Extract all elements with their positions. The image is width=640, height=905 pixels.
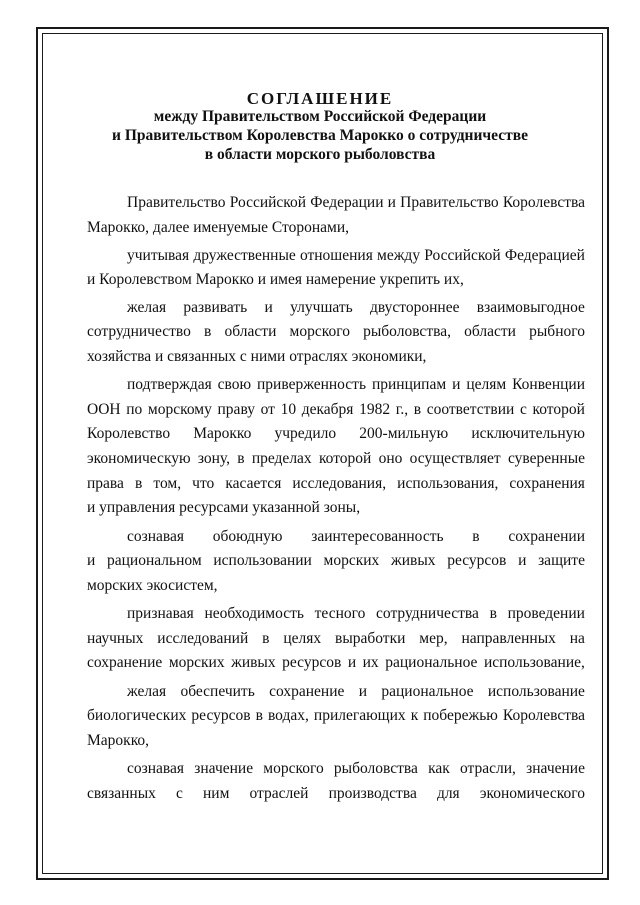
body-word: с [519,401,527,418]
body-word: 10 [280,401,297,418]
body-word: в [413,401,422,418]
body-word: Королевство [87,425,171,442]
body-word: экономическую [87,450,191,467]
body-line [127,246,585,266]
body-word: отраслей [249,785,309,802]
body-word: экономического [479,785,585,802]
body-line [127,298,585,318]
body-word: рыболовства [333,760,418,777]
body-line [127,375,585,395]
body-line [127,682,585,702]
body-word: в [489,605,497,622]
body-word: целях [283,630,322,647]
body-line: Марокко, далее именуемые Сторонами, [87,219,349,236]
document-subtitle-line-3: в области морского рыболовства [204,146,436,163]
body-word: Правительство [400,194,499,211]
body-word: сознавая [127,760,185,777]
body-word: взаимовыгодное [476,299,585,316]
body-word: морского [263,760,324,777]
body-line [127,759,585,779]
body-word: ресурсов [191,707,251,724]
body-word: улучшать [290,299,353,316]
body-word: и [518,552,527,569]
body-word: и [358,683,368,700]
body-word: на [569,630,585,647]
body-word: том, [153,475,182,492]
body-word: значение [526,760,585,777]
body-word: области [224,323,277,340]
body-word: обеспечить [180,683,255,700]
body-word: желая [127,683,167,700]
body-word: биологических [87,707,187,724]
body-word: отрасли, [460,760,516,777]
body-word: использование, [483,654,585,671]
body-word: исследований [157,630,249,647]
body-word: рациональное [381,683,474,700]
body-word: в [134,475,143,492]
body-word: живых [391,552,436,569]
body-word: признавая [127,605,194,622]
body-word: Российской [424,247,501,264]
body-line: Марокко, [87,732,150,749]
body-line: и управления ресурсами указанной зоны, [87,499,361,516]
body-word: как [428,760,450,777]
document-title: СОГЛАШЕНИЕ [246,89,394,108]
body-line [87,400,585,420]
body-word: в [472,528,480,545]
body-word: сохранение [87,654,163,671]
body-line: хозяйства и связанных с ними отраслях экономики, [87,348,427,365]
body-word: тесного [314,605,366,622]
body-word: декабря [301,401,354,418]
body-word: приверженность [257,376,367,393]
body-word: Федерации [310,194,384,211]
body-word: и [452,376,461,393]
body-line [87,424,585,444]
body-word: сохранении [508,528,585,545]
body-line [87,551,585,571]
body-word: обоюдную [212,528,283,545]
body-line: морских экосистем, [87,577,218,594]
document-subtitle-line-2: и Правительством Королевства Марокко о сотрудничестве [112,127,528,144]
body-line [87,784,585,804]
body-word: сотрудничества [376,605,479,622]
body-word: с [176,785,183,802]
body-word: пределах [251,450,312,467]
body-word: принципам [371,376,447,393]
body-word: рыболовства, [363,323,451,340]
body-word: выработки [335,630,406,647]
body-word: между [377,247,421,264]
body-word: которой [532,401,585,418]
body-word: в [237,450,245,467]
body-word: исследования, [292,475,387,492]
body-word: ресурсов [282,654,342,671]
body-word: Королевства [502,194,585,211]
body-word: по [126,401,143,418]
body-word: рациональном [107,552,202,569]
body-word: морского [289,323,350,340]
body-word: сохранения [509,475,585,492]
body-word: водах, [267,707,309,724]
body-word: заинтересованность [311,528,444,545]
body-word: научных [87,630,144,647]
body-word: и [264,299,273,316]
body-word: морских [168,654,225,671]
body-line [127,527,585,547]
body-word: г., [395,401,409,418]
body-word: соответствии [426,401,515,418]
body-word: в [255,707,263,724]
body-line [87,706,585,726]
body-word: что [192,475,215,492]
body-word: использование [487,683,585,700]
body-word: Федерацией [504,247,585,264]
body-line [87,653,585,673]
body-word: Правительство [127,194,226,211]
body-word: исключительную [471,425,585,442]
body-word: рациональное [385,654,478,671]
body-word: зону, [197,450,230,467]
body-word: и [87,552,96,569]
body-word: Марокко [193,425,252,442]
body-word: производства [328,785,417,802]
body-word: права [87,475,124,492]
body-word: праву [217,401,255,418]
body-line [87,474,585,494]
body-word: развивать [183,299,248,316]
body-word: значение [194,760,254,777]
body-word: и [347,654,357,671]
body-word: мер, [419,630,448,647]
body-word: использования, [397,475,499,492]
body-word: дружественные [193,247,296,264]
body-word: учитывая [127,247,190,264]
body-line [127,193,585,213]
body-word: двустороннее [369,299,460,316]
body-word: отношения [299,247,373,264]
body-word: в [204,323,212,340]
body-line [87,322,585,342]
body-word: направленных [461,630,556,647]
body-word: 1982 [359,401,391,418]
body-word: сохранение [269,683,345,700]
body-word: связанных [87,785,156,802]
document-subtitle-line-1: между Правительством Российской Федерации [153,108,487,125]
body-word: ресурсов [447,552,507,569]
body-word: использовании [213,552,312,569]
body-word: и [387,194,396,211]
body-word: живых [231,654,276,671]
body-word: Российской [229,194,307,211]
body-line [127,604,585,624]
body-word: побережью [423,707,498,724]
body-word: защите [538,552,585,569]
body-word: прилегающих [313,707,406,724]
body-word: сотрудничество [87,323,191,340]
body-word: морских [323,552,380,569]
body-line [87,449,585,469]
body-line: и Королевством Марокко и имея намерение укрепить их, [87,271,464,288]
body-word: области [464,323,516,340]
body-word: рыбного [529,323,585,340]
body-word: необходимость [204,605,304,622]
body-word: осуществляет [409,450,501,467]
body-word: желая [127,299,167,316]
body-line [87,629,585,649]
body-word: Конвенции [512,376,585,393]
body-word: оно [378,450,403,467]
body-word: их [362,654,379,671]
body-word: суверенные [507,450,585,467]
body-word: проведении [507,605,585,622]
body-word: от [260,401,275,418]
body-word: свою [217,376,252,393]
body-word: морскому [147,401,212,418]
body-word: касается [225,475,282,492]
body-word: к [410,707,419,724]
body-word: ним [203,785,230,802]
body-word: подтверждая [127,376,212,393]
body-word: учредило [274,425,337,442]
body-word: сознавая [127,528,185,545]
body-word: которой [318,450,372,467]
body-word: в [262,630,270,647]
body-word: Королевства [502,707,585,724]
body-word: ООН [87,401,121,418]
body-word: для [436,785,460,802]
body-word: 200-мильную [359,425,449,442]
body-word: целям [466,376,507,393]
